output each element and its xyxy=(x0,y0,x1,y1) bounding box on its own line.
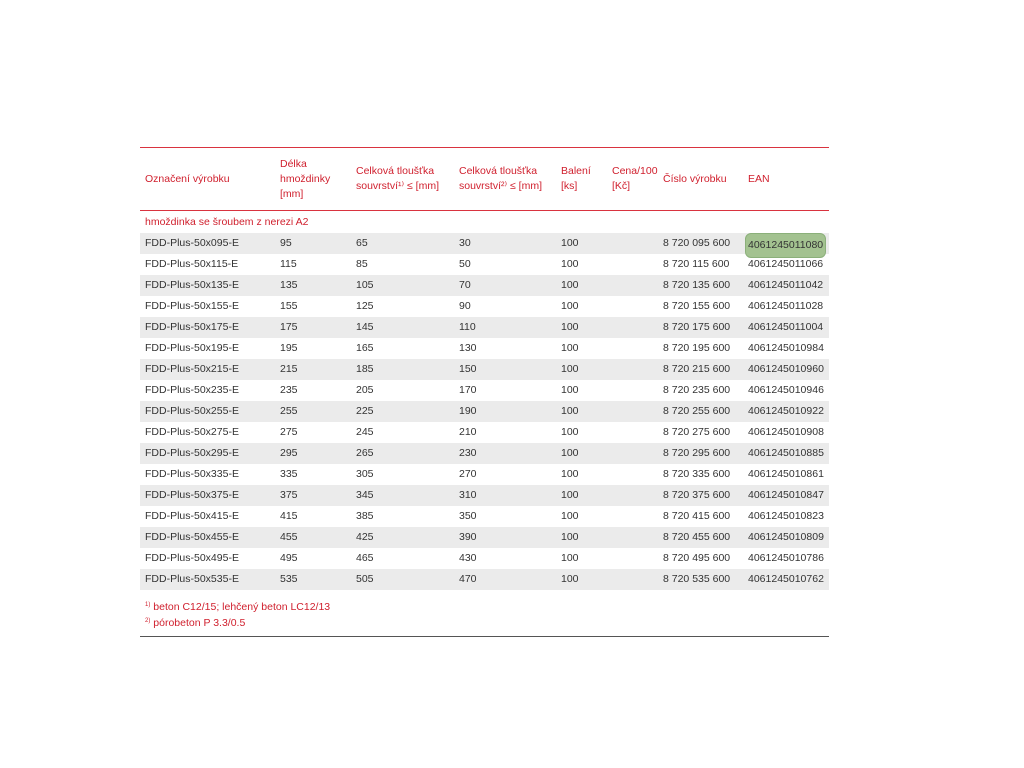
table-row xyxy=(140,296,829,317)
cell-package: 100 xyxy=(561,342,579,354)
cell-product-name: FDD-Plus-50x255-E xyxy=(145,405,239,417)
cell-item-number: 8 720 155 600 xyxy=(663,300,731,312)
header-line: EAN xyxy=(748,172,770,185)
footnote-2: $^{2)}$ pórobeton P 3.3/0.5 xyxy=(145,617,246,629)
cell-dowel-length: 535 xyxy=(280,573,298,585)
table-row xyxy=(140,485,829,506)
header-line: Cena/100 xyxy=(612,165,658,177)
cell-ean: 4061245010946 xyxy=(748,384,824,396)
cell-dowel-length: 175 xyxy=(280,321,298,333)
cell-ean: 4061245010984 xyxy=(748,342,824,354)
cell-thickness-1: 125 xyxy=(356,300,374,312)
header-line: [ks] xyxy=(561,180,578,192)
cell-item-number: 8 720 495 600 xyxy=(663,552,731,564)
table-row xyxy=(140,443,829,464)
cell-thickness-2: 390 xyxy=(459,531,477,543)
cell-package: 100 xyxy=(561,447,579,459)
group-label: hmoždinka se šroubem z nerezi A2 xyxy=(145,216,309,228)
table-row xyxy=(140,275,829,296)
cell-ean: 4061245010885 xyxy=(748,447,824,459)
cell-item-number: 8 720 335 600 xyxy=(663,468,731,480)
table-row xyxy=(140,380,829,401)
header-line: Celková tloušťka xyxy=(356,165,435,177)
table-row xyxy=(140,527,829,548)
cell-product-name: FDD-Plus-50x115-E xyxy=(145,258,239,270)
cell-ean: 4061245010922 xyxy=(748,405,824,417)
cell-product-name: FDD-Plus-50x495-E xyxy=(145,552,239,564)
header-thickness-1 xyxy=(356,148,439,210)
cell-thickness-2: 270 xyxy=(459,468,477,480)
header-product-name xyxy=(145,148,230,210)
cell-dowel-length: 295 xyxy=(280,447,298,459)
cell-package: 100 xyxy=(561,258,579,270)
cell-item-number: 8 720 235 600 xyxy=(663,384,731,396)
cell-thickness-1: 265 xyxy=(356,447,374,459)
cell-dowel-length: 115 xyxy=(280,258,297,270)
cell-product-name: FDD-Plus-50x295-E xyxy=(145,447,239,459)
table-row xyxy=(140,233,829,254)
header-line: Balení xyxy=(561,165,591,177)
cell-thickness-1: 245 xyxy=(356,426,374,438)
table-row xyxy=(140,464,829,485)
cell-item-number: 8 720 115 600 xyxy=(663,258,730,270)
cell-thickness-2: 430 xyxy=(459,552,477,564)
cell-ean: 4061245010809 xyxy=(748,531,824,543)
cell-ean: 4061245010908 xyxy=(748,426,824,438)
cell-item-number: 8 720 275 600 xyxy=(663,426,731,438)
cell-package: 100 xyxy=(561,489,579,501)
cell-package: 100 xyxy=(561,384,579,396)
cell-ean: 4061245011004 xyxy=(748,321,824,333)
cell-product-name: FDD-Plus-50x455-E xyxy=(145,531,239,543)
cell-item-number: 8 720 215 600 xyxy=(663,363,731,375)
cell-package: 100 xyxy=(561,300,579,312)
cell-package: 100 xyxy=(561,510,579,522)
cell-package: 100 xyxy=(561,573,579,585)
cell-product-name: FDD-Plus-50x235-E xyxy=(145,384,239,396)
cell-thickness-2: 50 xyxy=(459,258,471,270)
header-line: Délka xyxy=(280,157,307,170)
cell-product-name: FDD-Plus-50x375-E xyxy=(145,489,239,501)
cell-thickness-1: 345 xyxy=(356,489,374,501)
cell-package: 100 xyxy=(561,531,579,543)
cell-product-name: FDD-Plus-50x195-E xyxy=(145,342,239,354)
cell-thickness-1: 205 xyxy=(356,384,374,396)
cell-thickness-1: 225 xyxy=(356,405,374,417)
cell-ean: 4061245011066 xyxy=(748,258,824,270)
cell-dowel-length: 215 xyxy=(280,363,298,375)
table-row xyxy=(140,359,829,380)
cell-thickness-2: 130 xyxy=(459,342,477,354)
table-row xyxy=(140,254,829,275)
cell-product-name: FDD-Plus-50x215-E xyxy=(145,363,239,375)
header-line: Celková tloušťka xyxy=(459,165,538,177)
cell-package: 100 xyxy=(561,237,579,249)
cell-ean: 4061245010847 xyxy=(748,489,824,501)
cell-thickness-2: 170 xyxy=(459,384,477,396)
cell-ean: 4061245010762 xyxy=(748,573,824,585)
header-line: Číslo výrobku xyxy=(663,172,727,185)
cell-ean: 4061245010861 xyxy=(748,468,824,480)
cell-package: 100 xyxy=(561,279,579,291)
cell-dowel-length: 235 xyxy=(280,384,298,396)
header-line: [Kč] xyxy=(612,180,631,192)
cell-thickness-1: 85 xyxy=(356,258,368,270)
cell-product-name: FDD-Plus-50x155-E xyxy=(145,300,239,312)
cell-dowel-length: 495 xyxy=(280,552,298,564)
cell-product-name: FDD-Plus-50x135-E xyxy=(145,279,239,291)
cell-thickness-1: 65 xyxy=(356,237,368,249)
cell-item-number: 8 720 375 600 xyxy=(663,489,731,501)
cell-thickness-2: 230 xyxy=(459,447,477,459)
table-row xyxy=(140,338,829,359)
table-row xyxy=(140,548,829,569)
cell-thickness-1: 425 xyxy=(356,531,374,543)
cell-thickness-2: 30 xyxy=(459,237,471,249)
cell-ean: 4061245010786 xyxy=(748,552,824,564)
footnote-1: $^{1)}$ beton C12/15; lehčený beton LC12/13 xyxy=(145,601,331,613)
table-row xyxy=(140,569,829,590)
table-row xyxy=(140,506,829,527)
cell-item-number: 8 720 175 600 xyxy=(663,321,731,333)
cell-item-number: 8 720 455 600 xyxy=(663,531,731,543)
cell-thickness-1: 145 xyxy=(356,321,374,333)
header-ean xyxy=(748,148,770,210)
header-line: hmoždinky xyxy=(280,172,331,185)
header-line: souvrství¹⁾ ≤ [mm] xyxy=(356,180,440,192)
cell-package: 100 xyxy=(561,552,579,564)
cell-dowel-length: 375 xyxy=(280,489,298,501)
cell-product-name: FDD-Plus-50x095-E xyxy=(145,237,239,249)
cell-thickness-2: 190 xyxy=(459,405,477,417)
cell-product-name: FDD-Plus-50x335-E xyxy=(145,468,239,480)
cell-dowel-length: 255 xyxy=(280,405,298,417)
cell-thickness-1: 465 xyxy=(356,552,374,564)
cell-dowel-length: 155 xyxy=(280,300,298,312)
cell-ean: 4061245010823 xyxy=(748,510,824,522)
cell-ean: 4061245011042 xyxy=(748,279,824,291)
cell-package: 100 xyxy=(561,468,579,480)
cell-package: 100 xyxy=(561,363,579,375)
cell-thickness-1: 305 xyxy=(356,468,374,480)
cell-product-name: FDD-Plus-50x275-E xyxy=(145,426,239,438)
cell-thickness-2: 70 xyxy=(459,279,471,291)
header-dowel-length xyxy=(280,148,330,210)
cell-thickness-2: 310 xyxy=(459,489,477,501)
table-header xyxy=(140,148,829,211)
cell-ean: 4061245010960 xyxy=(748,363,824,375)
header-thickness-2 xyxy=(459,148,542,210)
header-price xyxy=(612,148,658,210)
cell-product-name: FDD-Plus-50x175-E xyxy=(145,321,239,333)
cell-thickness-1: 385 xyxy=(356,510,374,522)
cell-item-number: 8 720 535 600 xyxy=(663,573,731,585)
cell-thickness-2: 210 xyxy=(459,426,477,438)
cell-dowel-length: 135 xyxy=(280,279,298,291)
cell-item-number: 8 720 135 600 xyxy=(663,279,731,291)
cell-package: 100 xyxy=(561,321,579,333)
table-row xyxy=(140,422,829,443)
cell-item-number: 8 720 095 600 xyxy=(663,237,731,249)
cell-thickness-2: 110 xyxy=(459,321,476,333)
product-table xyxy=(140,147,829,637)
cell-dowel-length: 275 xyxy=(280,426,298,438)
header-line: souvrství²⁾ ≤ [mm] xyxy=(459,180,543,192)
cell-ean: 4061245011080 xyxy=(745,233,826,258)
footnotes xyxy=(140,590,829,637)
cell-thickness-1: 185 xyxy=(356,363,374,375)
header-line: [mm] xyxy=(280,187,304,200)
header-line: Označení výrobku xyxy=(145,172,230,185)
cell-package: 100 xyxy=(561,405,579,417)
cell-thickness-2: 150 xyxy=(459,363,477,375)
cell-dowel-length: 335 xyxy=(280,468,298,480)
cell-thickness-2: 470 xyxy=(459,573,477,585)
cell-product-name: FDD-Plus-50x415-E xyxy=(145,510,239,522)
cell-item-number: 8 720 295 600 xyxy=(663,447,731,459)
cell-dowel-length: 95 xyxy=(280,237,292,249)
cell-thickness-2: 350 xyxy=(459,510,477,522)
cell-item-number: 8 720 415 600 xyxy=(663,510,731,522)
cell-thickness-1: 105 xyxy=(356,279,374,291)
table-body xyxy=(140,233,829,590)
cell-item-number: 8 720 195 600 xyxy=(663,342,731,354)
cell-dowel-length: 415 xyxy=(280,510,298,522)
cell-thickness-1: 165 xyxy=(356,342,374,354)
cell-dowel-length: 195 xyxy=(280,342,298,354)
cell-product-name: FDD-Plus-50x535-E xyxy=(145,573,239,585)
cell-thickness-2: 90 xyxy=(459,300,471,312)
header-item-number xyxy=(663,148,727,210)
cell-dowel-length: 455 xyxy=(280,531,298,543)
cell-item-number: 8 720 255 600 xyxy=(663,405,731,417)
table-row xyxy=(140,317,829,338)
cell-ean: 4061245011028 xyxy=(748,300,824,312)
header-package xyxy=(561,148,591,210)
cell-package: 100 xyxy=(561,426,579,438)
cell-thickness-1: 505 xyxy=(356,573,374,585)
table-row xyxy=(140,401,829,422)
